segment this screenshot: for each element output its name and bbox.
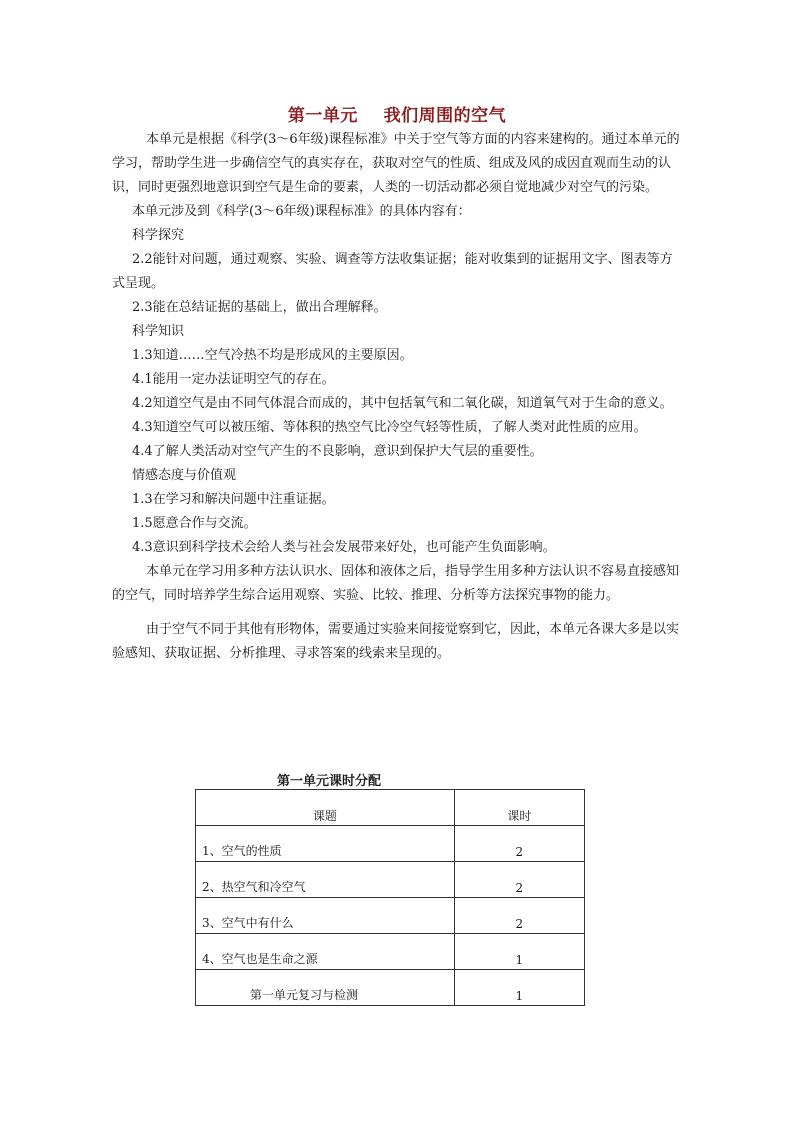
column-header-hours: 课时 — [454, 790, 584, 826]
standard-item: 4.4了解人类活动对空气产生的不良影响，意识到保护大气层的重要性。 — [132, 444, 543, 459]
standard-item: 2.2能针对问题，通过观察、实验、调查等方法收集证据；能对收集到的证据用文字、图表等方式呈现。 — [112, 252, 673, 291]
lesson-hours: 2 — [454, 826, 584, 862]
paragraph-method: 本单元在学习用多种方法认识水、固体和液体之后，指导学生用多种方法认识不容易直接感知的空气，同时培养学生综合运用观察、实验、比较、推理、分析等方法探究事物的能力。 — [112, 564, 680, 603]
table-header-row — [196, 790, 585, 826]
lesson-topic: 2、热空气和冷空气 — [196, 862, 455, 898]
lesson-topic: 3、空气中有什么 — [196, 898, 455, 934]
standard-item: 1.3知道……空气冷热不均是形成风的主要原因。 — [132, 348, 413, 363]
table-row — [196, 826, 585, 862]
lesson-topic: 第一单元复习与检测 — [196, 970, 455, 1006]
table-row — [196, 970, 585, 1006]
lesson-hours: 1 — [454, 970, 584, 1006]
table-caption: 第一单元课时分配 — [277, 774, 382, 789]
standard-item: 4.2知道空气是由不同气体混合而成的，其中包括氧气和二氧化碳，知道氧气对于生命的意义。 — [132, 396, 673, 411]
section-heading-science-inquiry: 科学探究 — [132, 228, 185, 243]
page-title: 第一单元 我们周围的空气 — [287, 106, 507, 126]
lesson-topic: 4、空气也是生命之源 — [196, 934, 455, 970]
paragraph-scope: 本单元涉及到《科学(3～6年级)课程标准》的具体内容有： — [132, 204, 471, 219]
body-text — [112, 128, 684, 666]
table-row — [196, 862, 585, 898]
lesson-allocation-table — [195, 789, 585, 1006]
section-heading-science-knowledge: 科学知识 — [132, 324, 185, 339]
paragraph-intro: 本单元是根据《科学(3～6年级)课程标准》中关于空气等方面的内容来建构的。通过本单元的学习，帮助学生进一步确信空气的真实存在，获取对空气的性质、组成及风的成因直观而生动的认识，同时更强烈地意识到空气是生命的要素，人类的一切活动都必须自觉地减少对空气的污染。 — [112, 132, 680, 195]
standard-item: 4.3知道空气可以被压缩、等体积的热空气比冷空气轻等性质，了解人类对此性质的应用。 — [132, 420, 647, 435]
section-heading-attitudes-values: 情感态度与价值观 — [132, 468, 237, 483]
standard-item: 1.3在学习和解决问题中注重证据。 — [132, 492, 335, 507]
lesson-topic: 1、空气的性质 — [196, 826, 455, 862]
paragraph-experiment: 由于空气不同于其他有形物体，需要通过实验来间接觉察到它，因此，本单元各课大多是以实验感知、获取证据、分析推理、寻求答案的线索来呈现的。 — [112, 622, 680, 661]
table-row — [196, 934, 585, 970]
standard-item: 1.5愿意合作与交流。 — [132, 516, 257, 531]
standard-item: 4.3意识到科学技术会给人类与社会发展带来好处，也可能产生负面影响。 — [132, 540, 556, 555]
lesson-hours: 2 — [454, 898, 584, 934]
lesson-hours: 2 — [454, 862, 584, 898]
standard-item: 4.1能用一定办法证明空气的存在。 — [132, 372, 335, 387]
standard-item: 2.3能在总结证据的基础上，做出合理解释。 — [132, 300, 387, 315]
column-header-topic: 课题 — [196, 790, 455, 826]
lesson-hours: 1 — [454, 934, 584, 970]
table-row — [196, 898, 585, 934]
